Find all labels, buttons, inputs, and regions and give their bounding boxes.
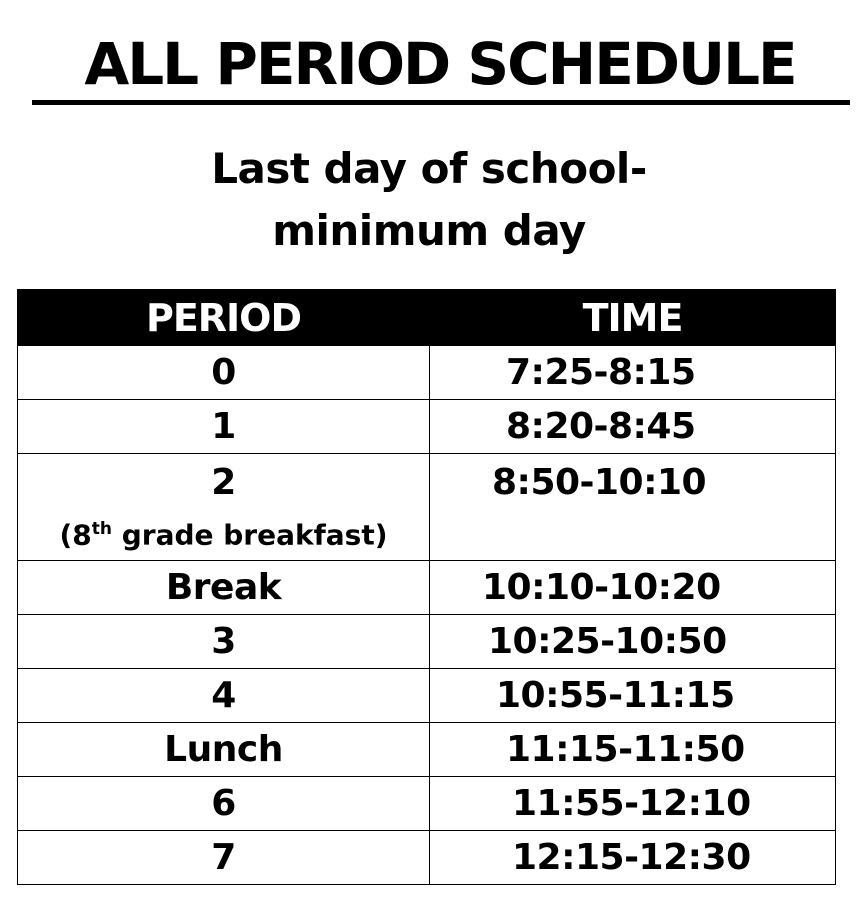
schedule-table: [17, 289, 836, 885]
table-row: [18, 561, 836, 615]
period-cell: Break: [18, 561, 430, 615]
subtitle: [0, 138, 858, 262]
time-value: 8:50-10:10: [492, 462, 707, 503]
time-cell: 12:15-12:30: [430, 831, 836, 885]
time-cell: 11:15-11:50: [430, 723, 836, 777]
table-row: [18, 615, 836, 669]
header-period: PERIOD: [18, 290, 430, 346]
time-cell: 7:25-8:15: [430, 346, 836, 400]
table-row: [18, 723, 836, 777]
title-underline: [32, 100, 850, 105]
period-cell: 6: [18, 777, 430, 831]
period-cell: Lunch: [18, 723, 430, 777]
period-number: 2: [211, 462, 236, 503]
time-cell: 10:10-10:20: [430, 561, 836, 615]
subtitle-line-1: Last day of school-: [211, 144, 647, 193]
time-cell: 10:55-11:15: [430, 669, 836, 723]
period-note-open: (8: [59, 518, 92, 552]
table-header-row: [18, 290, 836, 346]
period-cell: [18, 454, 430, 561]
period-note: [18, 512, 429, 552]
period-cell: 7: [18, 831, 430, 885]
table-row: [18, 831, 836, 885]
period-note-superscript: th: [91, 519, 112, 539]
time-cell: 11:55-12:10: [430, 777, 836, 831]
period-note-rest: grade breakfast): [111, 518, 388, 552]
time-cell: 8:20-8:45: [430, 400, 836, 454]
table-row: [18, 346, 836, 400]
period-cell: 4: [18, 669, 430, 723]
table-row: [18, 400, 836, 454]
table-row: [18, 454, 836, 561]
table-row: [18, 777, 836, 831]
header-time: TIME: [430, 290, 836, 346]
page-title: ALL PERIOD SCHEDULE: [84, 30, 796, 98]
time-cell: 10:25-10:50: [430, 615, 836, 669]
time-cell: [430, 454, 836, 561]
period-cell: 0: [18, 346, 430, 400]
period-cell: 3: [18, 615, 430, 669]
subtitle-line-2: minimum day: [272, 206, 586, 255]
period-cell: 1: [18, 400, 430, 454]
table-row: [18, 669, 836, 723]
